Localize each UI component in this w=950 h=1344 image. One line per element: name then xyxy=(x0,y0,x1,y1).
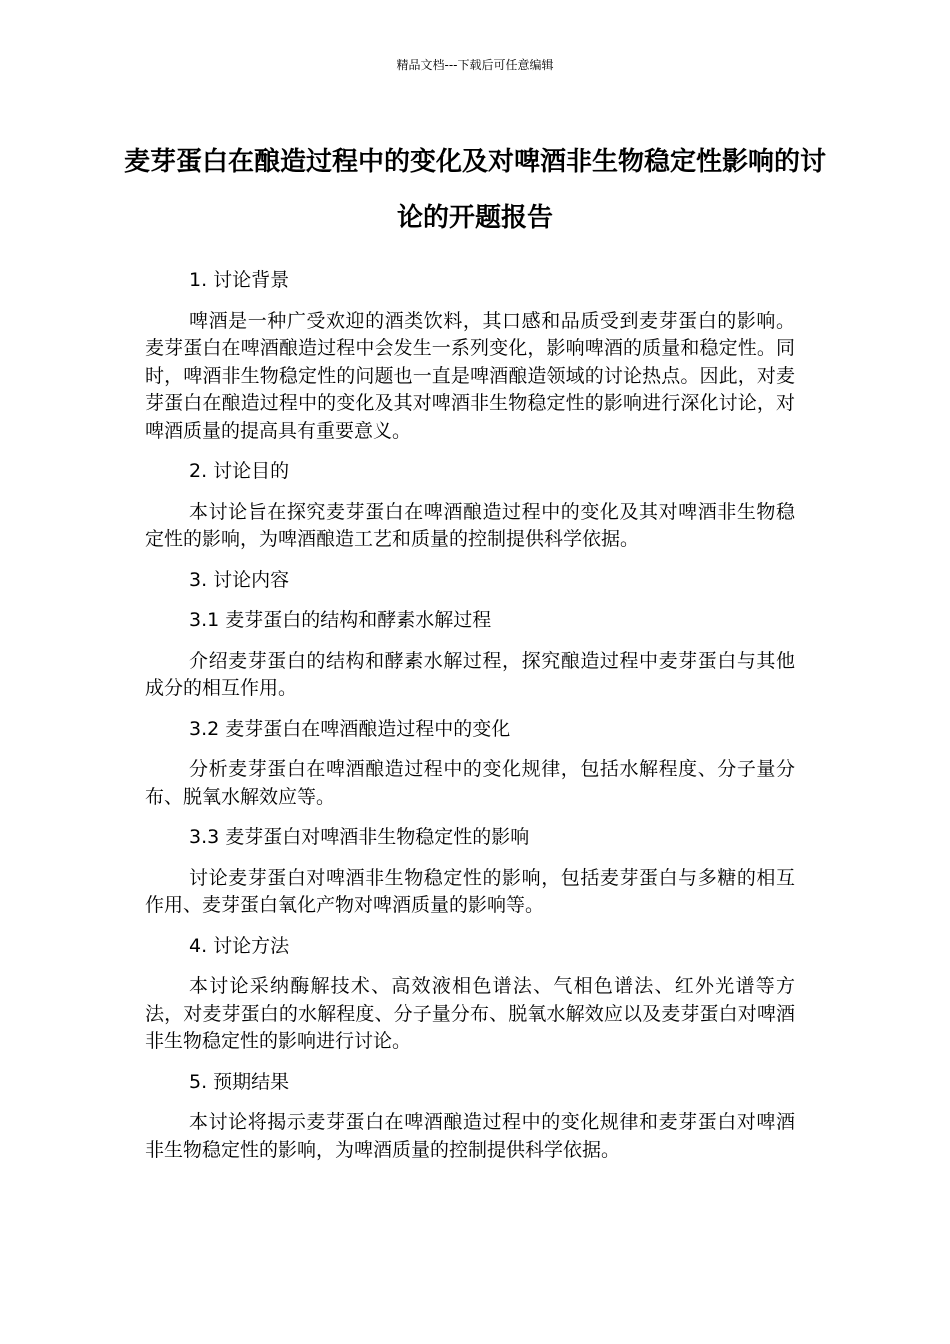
document-body xyxy=(145,267,795,1177)
paragraph-3-1: 介绍麦芽蛋白的结构和酵素水解过程，探究酿造过程中麦芽蛋白与其他成分的相互作用。 xyxy=(145,649,795,699)
section-heading-content: 3. 讨论内容 xyxy=(189,568,290,591)
paragraph-3-2: 分析麦芽蛋白在啤酒酿造过程中的变化规律，包括水解程度、分子量分布、脱氧水解效应等。 xyxy=(145,758,795,808)
document-title: 麦芽蛋白在酿造过程中的变化及对啤酒非生物稳定性影响的讨论的开题报告 xyxy=(123,147,826,233)
section-heading-method: 4. 讨论方法 xyxy=(189,934,290,957)
section-heading-purpose: 2. 讨论目的 xyxy=(189,460,290,482)
header-note: 精品文档---下载后可任意编辑 xyxy=(396,58,554,72)
section-heading-results: 5. 预期结果 xyxy=(189,1070,290,1093)
subsection-heading-3-3: 3.3 麦芽蛋白对啤酒非生物稳定性的影响 xyxy=(189,826,530,848)
paragraph-background: 啤酒是一种广受欢迎的酒类饮料，其口感和品质受到麦芽蛋白的影响。麦芽蛋白在啤酒酿造过程中会发生一系列变化，影响啤酒的质量和稳定性。同时，啤酒非生物稳定性的问题也一直是啤酒酿造领域的讨论热点。因此，对麦芽蛋白在酿造过程中的变化及其对啤酒非生物稳定性的影响进行深化讨论，对啤酒质量的提高具有重要意义。 xyxy=(145,309,795,442)
paragraph-results: 本讨论将揭示麦芽蛋白在啤酒酿造过程中的变化规律和麦芽蛋白对啤酒非生物稳定性的影响，为啤酒质量的控制提供科学依据。 xyxy=(145,1111,795,1161)
paragraph-method: 本讨论采纳酶解技术、高效液相色谱法、气相色谱法、红外光谱等方法，对麦芽蛋白的水解程度、分子量分布、脱氧水解效应以及麦芽蛋白对啤酒非生物稳定性的影响进行讨论。 xyxy=(145,975,795,1052)
subsection-heading-3-2: 3.2 麦芽蛋白在啤酒酿造过程中的变化 xyxy=(189,717,511,740)
subsection-heading-3-1: 3.1 麦芽蛋白的结构和酵素水解过程 xyxy=(189,609,492,631)
section-heading-background: 1. 讨论背景 xyxy=(189,269,290,291)
paragraph-purpose: 本讨论旨在探究麦芽蛋白在啤酒酿造过程中的变化及其对啤酒非生物稳定性的影响，为啤酒酿造工艺和质量的控制提供科学依据。 xyxy=(145,500,795,550)
paragraph-3-3: 讨论麦芽蛋白对啤酒非生物稳定性的影响，包括麦芽蛋白与多糖的相互作用、麦芽蛋白氧化产物对啤酒质量的影响等。 xyxy=(145,866,795,916)
